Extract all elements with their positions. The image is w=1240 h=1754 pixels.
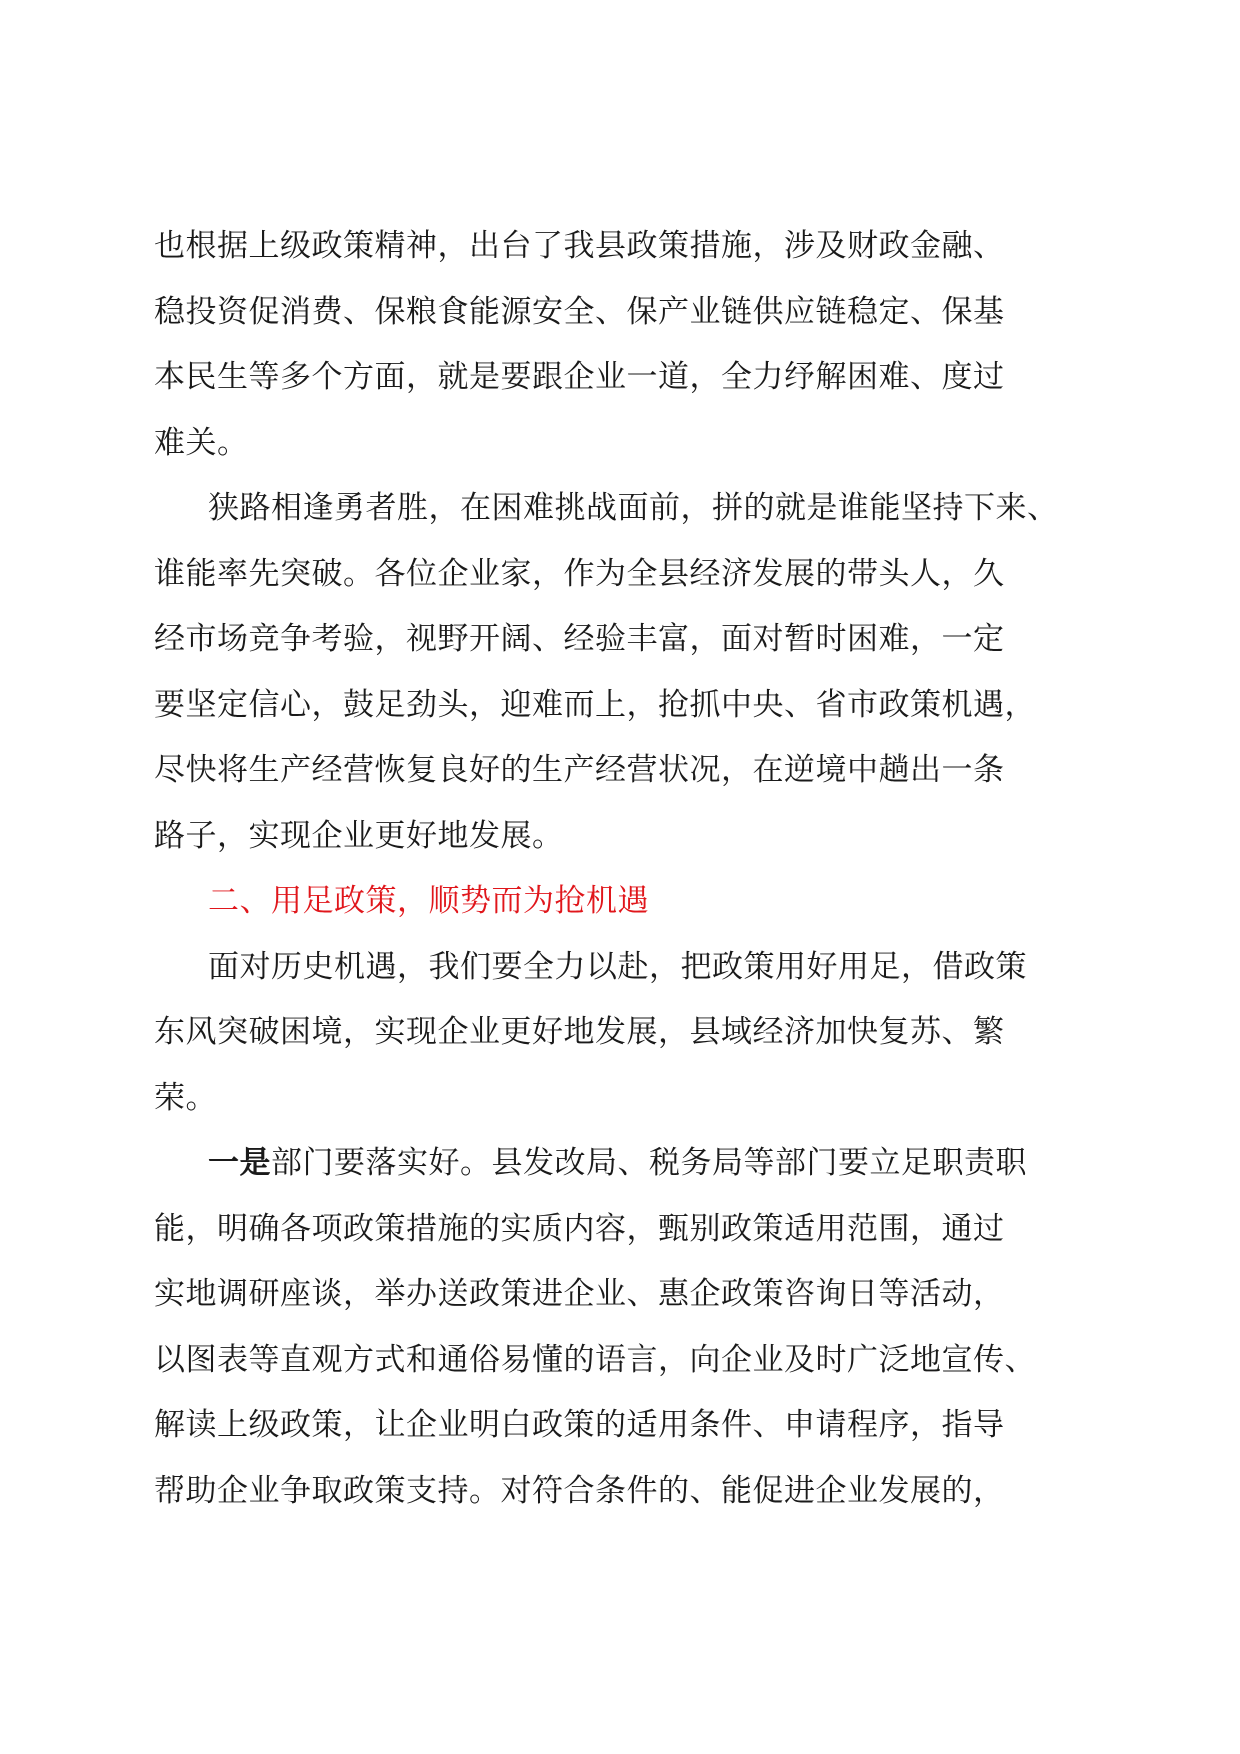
- text-line: 实地调研座谈，举办送政策进企业、惠企政策咨询日等活动，: [154, 1276, 1005, 1312]
- text-line: 以图表等直观方式和通俗易懂的语言，向企业及时广泛地宣传、: [154, 1341, 1036, 1378]
- text-line: 难关。: [154, 424, 249, 461]
- text-line: 尽快将生产经营恢复良好的生产经营状况，在逆境中趟出一条: [154, 752, 1005, 788]
- text-line: 也根据上级政策精神，出台了我县政策措施，涉及财政金融、: [154, 228, 1005, 264]
- text-line: 谁能率先突破。各位企业家，作为全县经济发展的带头人，久: [154, 555, 1005, 592]
- text-line: 荣。: [154, 1079, 217, 1116]
- text-line: 面对历史机遇，我们要全力以赴，把政策用好用足，借政策: [208, 948, 1027, 985]
- paragraph-opportunity: [154, 935, 1094, 1132]
- text-line: 稳投资促消费、保粮食能源安全、保产业链供应链稳定、保基: [154, 293, 1005, 330]
- text-line: 经市场竞争考验，视野开阔、经验丰富，面对暂时困难，一定: [154, 621, 1005, 657]
- paragraph-policy-measures: [154, 214, 1094, 476]
- lead-bold-label: 一是: [208, 1145, 271, 1181]
- document-page: [154, 214, 1094, 1524]
- text-line: 东风突破困境，实现企业更好地发展，县域经济加快复苏、繁: [154, 1014, 1005, 1050]
- first-line-text: 部门要落实好。县发改局、税务局等部门要立足职责职: [271, 1145, 1027, 1181]
- text-line: 路子，实现企业更好地发展。: [154, 817, 564, 854]
- paragraph-confidence: [154, 476, 1094, 869]
- text-line-first: [154, 1131, 1094, 1197]
- text-line: 本民生等多个方面，就是要跟企业一道，全力纾解困难、度过: [154, 359, 1005, 395]
- text-line: 帮助企业争取政策支持。对符合条件的、能促进企业发展的，: [154, 1472, 1005, 1509]
- section-heading: 二、用足政策，顺势而为抢机遇: [208, 883, 649, 919]
- text-line: 狭路相逢勇者胜，在困难挑战面前，拼的就是谁能坚持下来、: [208, 490, 1059, 526]
- text-line: 解读上级政策，让企业明白政策的适用条件、申请程序，指导: [154, 1407, 1005, 1443]
- text-line: 能，明确各项政策措施的实质内容，甄别政策适用范围，通过: [154, 1210, 1005, 1247]
- text-line: 要坚定信心，鼓足劲头，迎难而上，抢抓中央、省市政策机遇，: [154, 686, 1036, 723]
- paragraph-departments: [154, 1131, 1094, 1524]
